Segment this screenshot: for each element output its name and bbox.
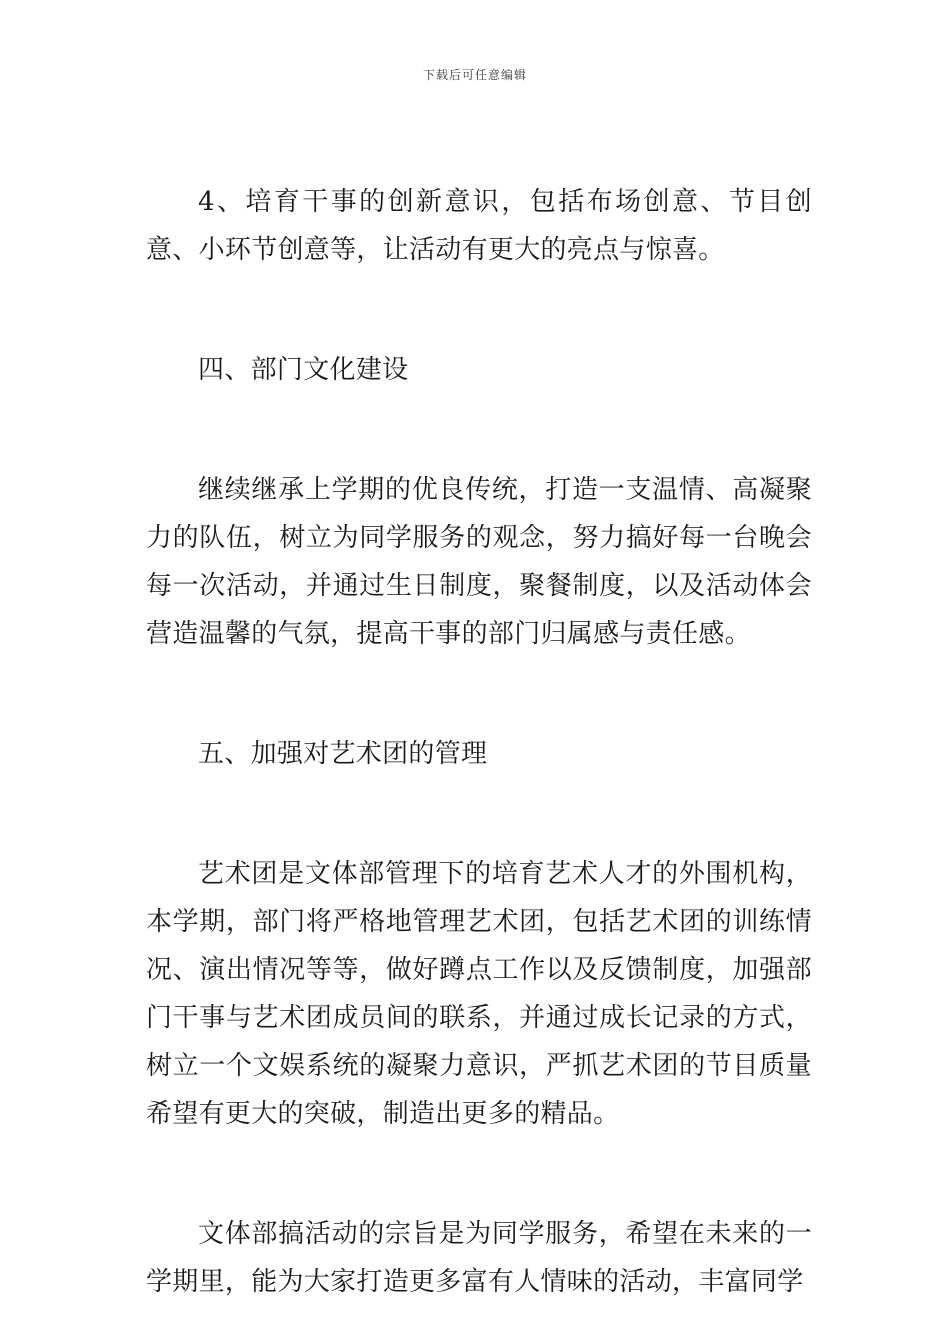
paragraph-gap [146, 778, 812, 850]
paragraph-art-troupe: 艺术团是文体部管理下的培育艺术人才的外围机构，本学期，部门将严格地管理艺术团，包括艺术团的训练情况、演出情况等等，做好蹲点工作以及反馈制度，加强部门干事与艺术团成员间的联系，并通过成长记录的方式，树立一个文娱系统的凝聚力意识，严抓艺术团的节目质量希望有更大的突破，制造出更多的精品。 [146, 859, 812, 1129]
paragraph-gap [146, 658, 812, 730]
paragraph-culture: 继续继承上学期的优良传统，打造一支温情、高凝聚力的队伍，树立为同学服务的观念，努力搞好每一台晚会每一次活动，并通过生日制度，聚餐制度，以及活动体会营造温馨的气氛，提高干事的部门归属感与责任感。 [146, 475, 812, 649]
section-heading-art-troupe: 五、加强对艺术团的管理 [198, 739, 488, 769]
paragraph-purpose: 文体部搞活动的宗旨是为同学服务，希望在未来的一学期里，能为大家打造更多富有人情味的活动，丰富同学 [146, 1219, 812, 1297]
paragraph-gap [146, 1138, 812, 1210]
paragraph-gap [146, 274, 812, 346]
page-header-note: 下载后可任意编辑 [422, 68, 527, 82]
paragraph-innovation: 4、培育干事的创新意识，包括布场创意、节目创意、小环节创意等，让活动有更大的亮点与惊喜。 [146, 187, 812, 265]
document-body [146, 178, 812, 1306]
paragraph-gap [146, 394, 812, 466]
section-heading-culture: 四、部门文化建设 [198, 355, 409, 385]
